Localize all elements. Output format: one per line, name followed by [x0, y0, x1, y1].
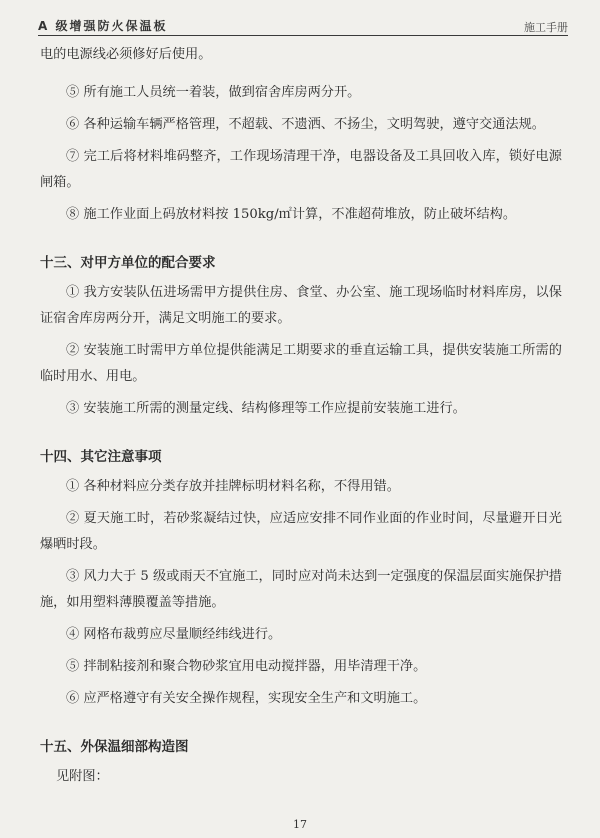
section-14-heading: 十四、其它注意事项	[40, 449, 162, 465]
running-header	[38, 17, 568, 36]
list-item: ⑥ 应严格遵守有关安全操作规程，实现安全生产和文明施工。	[66, 691, 427, 706]
page-number: 17	[293, 818, 307, 831]
list-item: ① 我方安装队伍进场需甲方提供住房、食堂、办公室、施工现场临时材料库房，以保证宿舍库房两分开，满足文明施工的要求。	[40, 285, 562, 326]
list-item: ⑤ 所有施工人员统一着装，做到宿舍库房两分开。	[66, 85, 361, 100]
list-item: ⑤ 拌制粘接剂和聚合物砂浆宜用电动搅拌器，用毕清理干净。	[66, 659, 427, 674]
section-13-heading: 十三、对甲方单位的配合要求	[40, 255, 216, 271]
list-item: ⑦ 完工后将材料堆码整齐，工作现场清理干净，电器设备及工具回收入库，锁好电源闸箱。	[40, 149, 562, 190]
list-item: ② 安装施工时需甲方单位提供能满足工期要求的垂直运输工具，提供安装施工所需的临时用水、用电。	[40, 343, 562, 384]
section-15-heading: 十五、外保温细部构造图	[40, 739, 189, 755]
list-item: ⑧ 施工作业面上码放材料按 150kg/㎡计算，不准超荷堆放，防止破坏结构。	[66, 207, 517, 222]
header-subtitle: 施工手册	[524, 21, 568, 34]
appendix-note: 见附图：	[56, 769, 109, 784]
list-item: ② 夏天施工时，若砂浆凝结过快，应适应安排不同作业面的作业时间，尽量避开日光爆晒时段。	[40, 511, 562, 552]
header-title: A 级增强防火保温板	[38, 19, 168, 33]
list-item: ③ 风力大于 5 级或雨天不宜施工，同时应对尚未达到一定强度的保温层面实施保护措施，如用塑料薄膜覆盖等措施。	[40, 569, 562, 610]
page-body	[40, 42, 562, 796]
list-item: ① 各种材料应分类存放并挂牌标明材料名称，不得用错。	[66, 479, 400, 494]
list-item: ③ 安装施工所需的测量定线、结构修理等工作应提前安装施工进行。	[66, 401, 466, 416]
list-item: ⑥ 各种运输车辆严格管理，不超载、不遗洒、不扬尘，文明驾驶，遵守交通法规。	[66, 117, 545, 132]
continuation-text: 电的电源线必须修好后使用。	[40, 47, 212, 62]
list-item: ④ 网格布裁剪应尽量顺经纬线进行。	[66, 627, 282, 642]
